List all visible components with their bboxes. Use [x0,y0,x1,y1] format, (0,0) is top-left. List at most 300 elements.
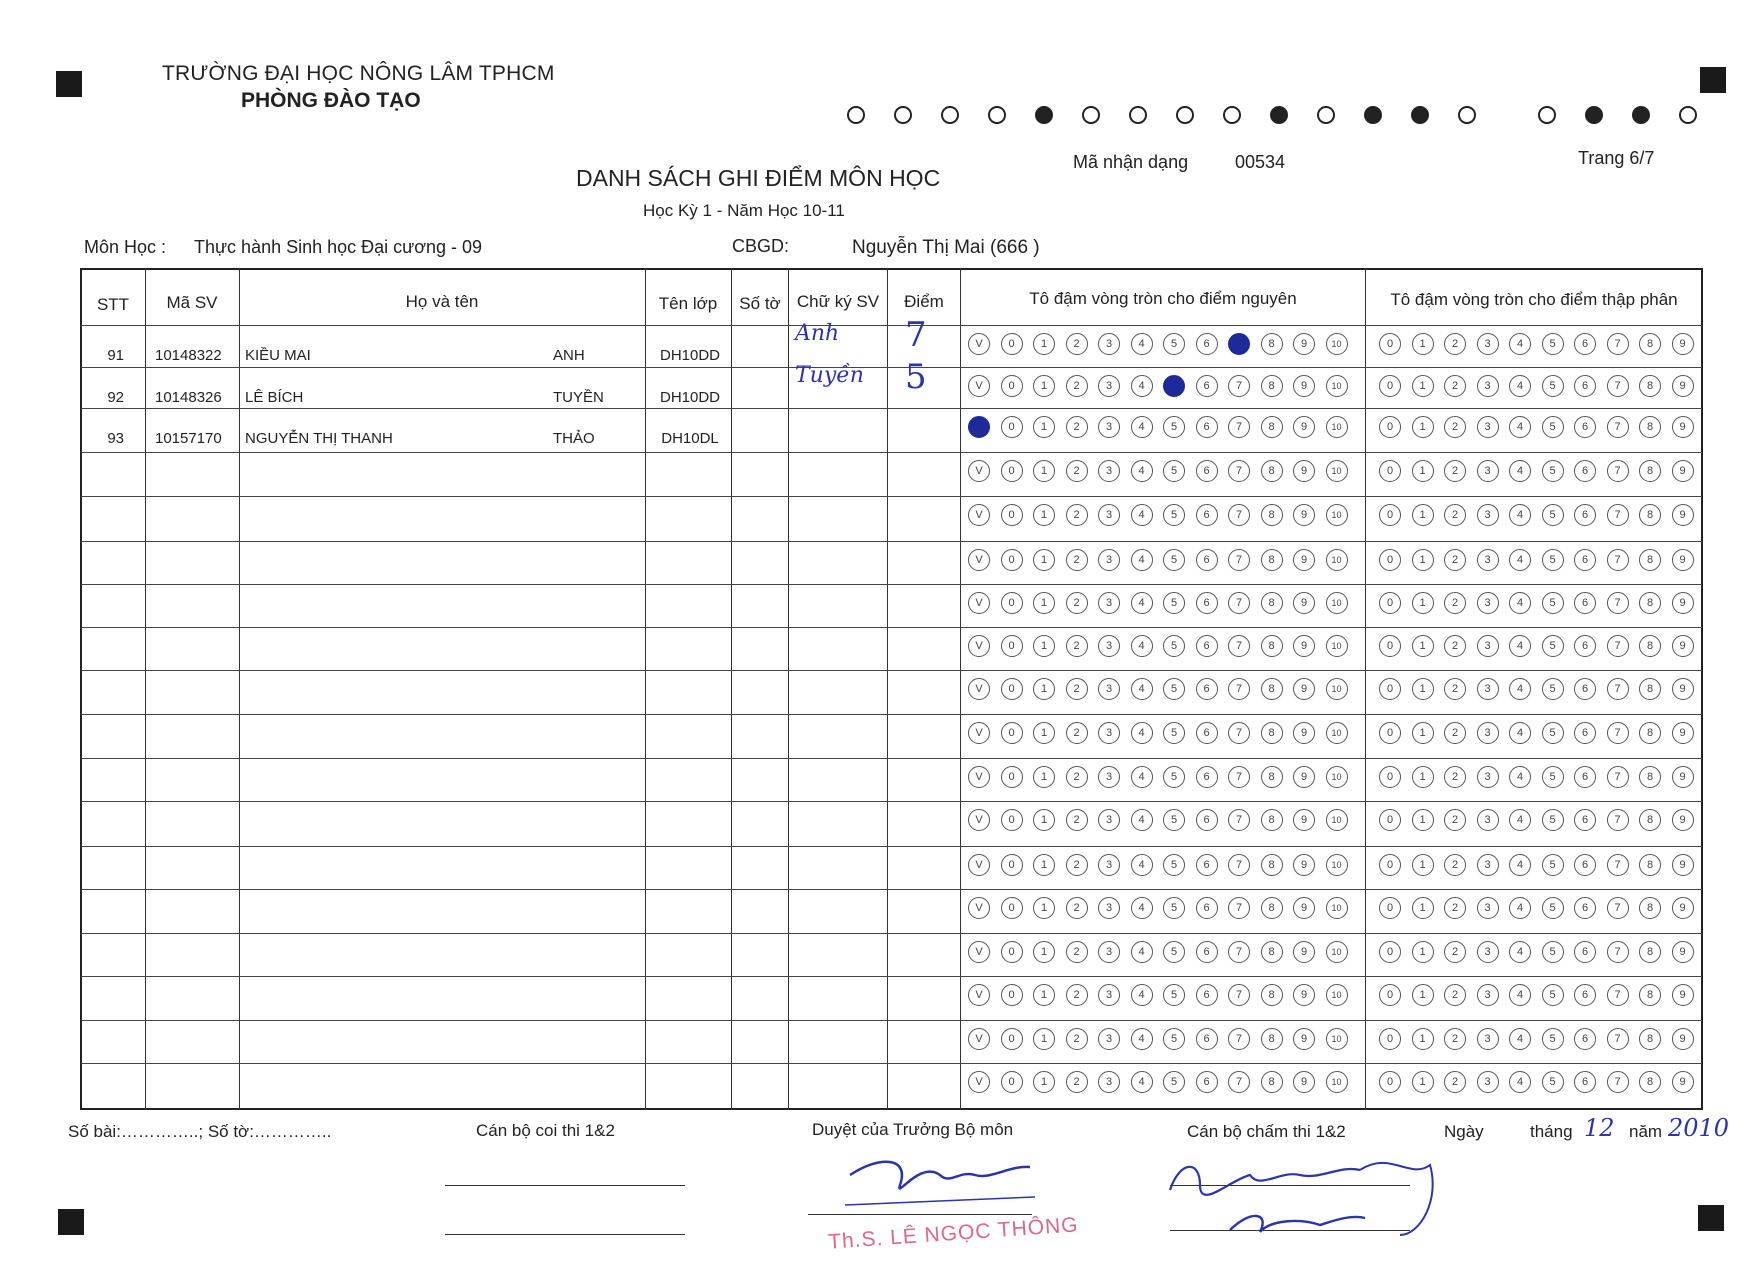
integer-bubble-6[interactable]: 6 [1196,984,1218,1006]
integer-bubble-1[interactable]: 1 [1033,1071,1055,1093]
integer-bubble-4[interactable]: 4 [1131,416,1153,438]
decimal-bubble-1[interactable]: 1 [1412,375,1434,397]
decimal-bubble-3[interactable]: 3 [1477,722,1499,744]
integer-bubble-8[interactable]: 8 [1261,416,1283,438]
decimal-bubble-1[interactable]: 1 [1412,460,1434,482]
integer-bubble-V[interactable]: V [968,333,990,355]
integer-bubble-1[interactable]: 1 [1033,549,1055,571]
integer-bubble-1[interactable]: 1 [1033,1028,1055,1050]
integer-bubble-0[interactable]: 0 [1001,984,1023,1006]
integer-bubble-10[interactable]: 10 [1326,809,1348,831]
integer-bubble-8[interactable]: 8 [1261,678,1283,700]
integer-bubble-4[interactable]: 4 [1131,897,1153,919]
integer-bubble-1[interactable]: 1 [1033,678,1055,700]
integer-bubble-5[interactable]: 5 [1163,941,1185,963]
integer-bubble-0[interactable]: 0 [1001,549,1023,571]
integer-bubble-V[interactable]: V [968,592,990,614]
decimal-bubble-8[interactable]: 8 [1639,941,1661,963]
integer-bubble-6[interactable]: 6 [1196,941,1218,963]
decimal-bubble-4[interactable]: 4 [1509,1028,1531,1050]
decimal-bubble-9[interactable]: 9 [1672,941,1694,963]
integer-bubble-5[interactable]: 5 [1163,1028,1185,1050]
integer-bubble-7[interactable]: 7 [1228,549,1250,571]
decimal-bubble-9[interactable]: 9 [1672,333,1694,355]
integer-bubble-8[interactable]: 8 [1261,766,1283,788]
decimal-bubble-5[interactable]: 5 [1542,766,1564,788]
integer-bubble-5[interactable]: 5 [1163,460,1185,482]
decimal-bubble-6[interactable]: 6 [1574,416,1596,438]
decimal-bubble-8[interactable]: 8 [1639,460,1661,482]
integer-bubble-0[interactable]: 0 [1001,854,1023,876]
decimal-bubble-7[interactable]: 7 [1607,416,1629,438]
decimal-bubble-3[interactable]: 3 [1477,897,1499,919]
integer-bubble-0[interactable]: 0 [1001,635,1023,657]
integer-bubble-3[interactable]: 3 [1098,375,1120,397]
integer-bubble-9[interactable]: 9 [1293,854,1315,876]
decimal-bubble-2[interactable]: 2 [1444,766,1466,788]
decimal-bubble-4[interactable]: 4 [1509,722,1531,744]
integer-bubble-7[interactable]: 7 [1228,678,1250,700]
decimal-bubble-1[interactable]: 1 [1412,549,1434,571]
decimal-bubble-6[interactable]: 6 [1574,897,1596,919]
decimal-bubble-2[interactable]: 2 [1444,854,1466,876]
integer-bubble-8[interactable]: 8 [1261,333,1283,355]
decimal-bubble-5[interactable]: 5 [1542,375,1564,397]
integer-bubble-5[interactable]: 5 [1163,854,1185,876]
decimal-bubble-0[interactable]: 0 [1379,416,1401,438]
integer-bubble-10[interactable]: 10 [1326,460,1348,482]
integer-bubble-10[interactable]: 10 [1326,549,1348,571]
decimal-bubble-8[interactable]: 8 [1639,333,1661,355]
decimal-bubble-3[interactable]: 3 [1477,1028,1499,1050]
integer-bubble-8[interactable]: 8 [1261,1028,1283,1050]
decimal-bubble-4[interactable]: 4 [1509,678,1531,700]
integer-bubble-7[interactable]: 7 [1228,809,1250,831]
decimal-bubble-1[interactable]: 1 [1412,722,1434,744]
decimal-bubble-5[interactable]: 5 [1542,941,1564,963]
integer-bubble-3[interactable]: 3 [1098,722,1120,744]
integer-bubble-6[interactable]: 6 [1196,592,1218,614]
integer-bubble-3[interactable]: 3 [1098,984,1120,1006]
decimal-bubble-0[interactable]: 0 [1379,897,1401,919]
decimal-bubble-8[interactable]: 8 [1639,549,1661,571]
decimal-bubble-8[interactable]: 8 [1639,854,1661,876]
decimal-bubble-2[interactable]: 2 [1444,416,1466,438]
decimal-bubble-0[interactable]: 0 [1379,722,1401,744]
decimal-bubble-1[interactable]: 1 [1412,1028,1434,1050]
decimal-bubble-0[interactable]: 0 [1379,549,1401,571]
integer-bubble-0[interactable]: 0 [1001,504,1023,526]
integer-bubble-8[interactable]: 8 [1261,549,1283,571]
integer-bubble-5[interactable]: 5 [1163,984,1185,1006]
integer-bubble-1[interactable]: 1 [1033,941,1055,963]
integer-bubble-1[interactable]: 1 [1033,635,1055,657]
decimal-bubble-8[interactable]: 8 [1639,1071,1661,1093]
decimal-bubble-4[interactable]: 4 [1509,1071,1531,1093]
integer-bubble-7[interactable]: 7 [1228,592,1250,614]
integer-bubble-V[interactable]: V [968,549,990,571]
integer-bubble-0[interactable]: 0 [1001,722,1023,744]
integer-bubble-V[interactable]: V [968,504,990,526]
decimal-bubble-1[interactable]: 1 [1412,984,1434,1006]
decimal-bubble-0[interactable]: 0 [1379,1071,1401,1093]
integer-bubble-10[interactable]: 10 [1326,1071,1348,1093]
integer-bubble-7[interactable]: 7 [1228,1071,1250,1093]
decimal-bubble-2[interactable]: 2 [1444,1028,1466,1050]
integer-bubble-10[interactable]: 10 [1326,592,1348,614]
integer-bubble-V[interactable]: V [968,809,990,831]
decimal-bubble-6[interactable]: 6 [1574,854,1596,876]
integer-bubble-V[interactable]: V [968,460,990,482]
decimal-bubble-0[interactable]: 0 [1379,1028,1401,1050]
decimal-bubble-5[interactable]: 5 [1542,984,1564,1006]
decimal-bubble-9[interactable]: 9 [1672,375,1694,397]
decimal-bubble-1[interactable]: 1 [1412,678,1434,700]
decimal-bubble-7[interactable]: 7 [1607,375,1629,397]
integer-bubble-2[interactable]: 2 [1066,592,1088,614]
integer-bubble-5[interactable]: 5 [1163,897,1185,919]
integer-bubble-3[interactable]: 3 [1098,809,1120,831]
integer-bubble-V[interactable]: V [968,766,990,788]
integer-bubble-9[interactable]: 9 [1293,592,1315,614]
integer-bubble-5[interactable]: 5 [1163,809,1185,831]
integer-bubble-10[interactable]: 10 [1326,678,1348,700]
integer-bubble-6[interactable]: 6 [1196,460,1218,482]
decimal-bubble-6[interactable]: 6 [1574,1028,1596,1050]
decimal-bubble-0[interactable]: 0 [1379,854,1401,876]
integer-bubble-2[interactable]: 2 [1066,549,1088,571]
decimal-bubble-7[interactable]: 7 [1607,854,1629,876]
integer-bubble-1[interactable]: 1 [1033,592,1055,614]
decimal-bubble-5[interactable]: 5 [1542,333,1564,355]
integer-bubble-9[interactable]: 9 [1293,375,1315,397]
integer-bubble-V[interactable]: V [968,416,990,438]
integer-bubble-0[interactable]: 0 [1001,678,1023,700]
integer-bubble-3[interactable]: 3 [1098,549,1120,571]
decimal-bubble-6[interactable]: 6 [1574,1071,1596,1093]
decimal-bubble-7[interactable]: 7 [1607,941,1629,963]
decimal-bubble-7[interactable]: 7 [1607,592,1629,614]
decimal-bubble-3[interactable]: 3 [1477,592,1499,614]
decimal-bubble-6[interactable]: 6 [1574,333,1596,355]
decimal-bubble-1[interactable]: 1 [1412,766,1434,788]
integer-bubble-8[interactable]: 8 [1261,504,1283,526]
integer-bubble-V[interactable]: V [968,635,990,657]
integer-bubble-2[interactable]: 2 [1066,984,1088,1006]
decimal-bubble-4[interactable]: 4 [1509,854,1531,876]
integer-bubble-8[interactable]: 8 [1261,635,1283,657]
decimal-bubble-2[interactable]: 2 [1444,592,1466,614]
decimal-bubble-2[interactable]: 2 [1444,375,1466,397]
decimal-bubble-7[interactable]: 7 [1607,1028,1629,1050]
integer-bubble-8[interactable]: 8 [1261,897,1283,919]
decimal-bubble-8[interactable]: 8 [1639,635,1661,657]
decimal-bubble-2[interactable]: 2 [1444,897,1466,919]
integer-bubble-7[interactable]: 7 [1228,766,1250,788]
integer-bubble-2[interactable]: 2 [1066,722,1088,744]
integer-bubble-2[interactable]: 2 [1066,504,1088,526]
integer-bubble-10[interactable]: 10 [1326,766,1348,788]
integer-bubble-4[interactable]: 4 [1131,333,1153,355]
integer-bubble-1[interactable]: 1 [1033,460,1055,482]
integer-bubble-1[interactable]: 1 [1033,809,1055,831]
decimal-bubble-9[interactable]: 9 [1672,722,1694,744]
integer-bubble-7[interactable]: 7 [1228,984,1250,1006]
decimal-bubble-3[interactable]: 3 [1477,549,1499,571]
decimal-bubble-6[interactable]: 6 [1574,504,1596,526]
decimal-bubble-6[interactable]: 6 [1574,678,1596,700]
integer-bubble-2[interactable]: 2 [1066,635,1088,657]
integer-bubble-5[interactable]: 5 [1163,416,1185,438]
decimal-bubble-4[interactable]: 4 [1509,460,1531,482]
decimal-bubble-0[interactable]: 0 [1379,504,1401,526]
decimal-bubble-6[interactable]: 6 [1574,549,1596,571]
integer-bubble-9[interactable]: 9 [1293,722,1315,744]
decimal-bubble-0[interactable]: 0 [1379,941,1401,963]
decimal-bubble-9[interactable]: 9 [1672,549,1694,571]
integer-bubble-3[interactable]: 3 [1098,635,1120,657]
integer-bubble-10[interactable]: 10 [1326,722,1348,744]
integer-bubble-1[interactable]: 1 [1033,854,1055,876]
integer-bubble-1[interactable]: 1 [1033,416,1055,438]
decimal-bubble-4[interactable]: 4 [1509,984,1531,1006]
integer-bubble-9[interactable]: 9 [1293,1028,1315,1050]
integer-bubble-2[interactable]: 2 [1066,1028,1088,1050]
integer-bubble-0[interactable]: 0 [1001,1028,1023,1050]
integer-bubble-6[interactable]: 6 [1196,678,1218,700]
decimal-bubble-7[interactable]: 7 [1607,809,1629,831]
integer-bubble-8[interactable]: 8 [1261,722,1283,744]
integer-bubble-3[interactable]: 3 [1098,854,1120,876]
decimal-bubble-4[interactable]: 4 [1509,333,1531,355]
integer-bubble-0[interactable]: 0 [1001,460,1023,482]
decimal-bubble-8[interactable]: 8 [1639,504,1661,526]
decimal-bubble-9[interactable]: 9 [1672,460,1694,482]
integer-bubble-0[interactable]: 0 [1001,766,1023,788]
integer-bubble-7[interactable]: 7 [1228,897,1250,919]
integer-bubble-3[interactable]: 3 [1098,460,1120,482]
integer-bubble-6[interactable]: 6 [1196,1071,1218,1093]
integer-bubble-V[interactable]: V [968,722,990,744]
integer-bubble-5[interactable]: 5 [1163,375,1185,397]
integer-bubble-0[interactable]: 0 [1001,1071,1023,1093]
decimal-bubble-7[interactable]: 7 [1607,1071,1629,1093]
decimal-bubble-6[interactable]: 6 [1574,809,1596,831]
integer-bubble-V[interactable]: V [968,854,990,876]
integer-bubble-4[interactable]: 4 [1131,678,1153,700]
decimal-bubble-0[interactable]: 0 [1379,678,1401,700]
decimal-bubble-6[interactable]: 6 [1574,460,1596,482]
integer-bubble-10[interactable]: 10 [1326,984,1348,1006]
integer-bubble-8[interactable]: 8 [1261,1071,1283,1093]
integer-bubble-V[interactable]: V [968,678,990,700]
integer-bubble-5[interactable]: 5 [1163,722,1185,744]
decimal-bubble-7[interactable]: 7 [1607,549,1629,571]
decimal-bubble-4[interactable]: 4 [1509,635,1531,657]
decimal-bubble-9[interactable]: 9 [1672,1071,1694,1093]
decimal-bubble-5[interactable]: 5 [1542,678,1564,700]
decimal-bubble-8[interactable]: 8 [1639,766,1661,788]
integer-bubble-4[interactable]: 4 [1131,375,1153,397]
integer-bubble-0[interactable]: 0 [1001,809,1023,831]
integer-bubble-7[interactable]: 7 [1228,333,1250,355]
integer-bubble-10[interactable]: 10 [1326,941,1348,963]
decimal-bubble-4[interactable]: 4 [1509,766,1531,788]
decimal-bubble-8[interactable]: 8 [1639,722,1661,744]
integer-bubble-3[interactable]: 3 [1098,1071,1120,1093]
integer-bubble-9[interactable]: 9 [1293,678,1315,700]
decimal-bubble-9[interactable]: 9 [1672,766,1694,788]
decimal-bubble-1[interactable]: 1 [1412,809,1434,831]
integer-bubble-V[interactable]: V [968,984,990,1006]
integer-bubble-0[interactable]: 0 [1001,416,1023,438]
decimal-bubble-7[interactable]: 7 [1607,635,1629,657]
integer-bubble-4[interactable]: 4 [1131,504,1153,526]
decimal-bubble-9[interactable]: 9 [1672,635,1694,657]
decimal-bubble-4[interactable]: 4 [1509,897,1531,919]
decimal-bubble-0[interactable]: 0 [1379,809,1401,831]
decimal-bubble-7[interactable]: 7 [1607,722,1629,744]
decimal-bubble-1[interactable]: 1 [1412,1071,1434,1093]
decimal-bubble-3[interactable]: 3 [1477,984,1499,1006]
decimal-bubble-3[interactable]: 3 [1477,766,1499,788]
integer-bubble-4[interactable]: 4 [1131,809,1153,831]
decimal-bubble-3[interactable]: 3 [1477,854,1499,876]
decimal-bubble-9[interactable]: 9 [1672,678,1694,700]
integer-bubble-6[interactable]: 6 [1196,766,1218,788]
integer-bubble-10[interactable]: 10 [1326,897,1348,919]
integer-bubble-2[interactable]: 2 [1066,333,1088,355]
decimal-bubble-2[interactable]: 2 [1444,941,1466,963]
integer-bubble-7[interactable]: 7 [1228,722,1250,744]
decimal-bubble-4[interactable]: 4 [1509,592,1531,614]
integer-bubble-V[interactable]: V [968,897,990,919]
integer-bubble-9[interactable]: 9 [1293,941,1315,963]
integer-bubble-9[interactable]: 9 [1293,809,1315,831]
decimal-bubble-9[interactable]: 9 [1672,1028,1694,1050]
integer-bubble-6[interactable]: 6 [1196,504,1218,526]
integer-bubble-8[interactable]: 8 [1261,854,1283,876]
decimal-bubble-8[interactable]: 8 [1639,984,1661,1006]
decimal-bubble-9[interactable]: 9 [1672,416,1694,438]
decimal-bubble-0[interactable]: 0 [1379,635,1401,657]
decimal-bubble-6[interactable]: 6 [1574,984,1596,1006]
decimal-bubble-8[interactable]: 8 [1639,1028,1661,1050]
integer-bubble-3[interactable]: 3 [1098,592,1120,614]
decimal-bubble-5[interactable]: 5 [1542,1028,1564,1050]
decimal-bubble-1[interactable]: 1 [1412,333,1434,355]
integer-bubble-0[interactable]: 0 [1001,333,1023,355]
integer-bubble-5[interactable]: 5 [1163,678,1185,700]
integer-bubble-6[interactable]: 6 [1196,375,1218,397]
decimal-bubble-2[interactable]: 2 [1444,460,1466,482]
decimal-bubble-4[interactable]: 4 [1509,375,1531,397]
decimal-bubble-3[interactable]: 3 [1477,416,1499,438]
decimal-bubble-6[interactable]: 6 [1574,375,1596,397]
decimal-bubble-2[interactable]: 2 [1444,635,1466,657]
decimal-bubble-7[interactable]: 7 [1607,984,1629,1006]
integer-bubble-5[interactable]: 5 [1163,635,1185,657]
decimal-bubble-0[interactable]: 0 [1379,766,1401,788]
integer-bubble-0[interactable]: 0 [1001,375,1023,397]
integer-bubble-3[interactable]: 3 [1098,333,1120,355]
decimal-bubble-2[interactable]: 2 [1444,984,1466,1006]
decimal-bubble-9[interactable]: 9 [1672,897,1694,919]
decimal-bubble-7[interactable]: 7 [1607,766,1629,788]
decimal-bubble-8[interactable]: 8 [1639,897,1661,919]
decimal-bubble-2[interactable]: 2 [1444,504,1466,526]
decimal-bubble-2[interactable]: 2 [1444,333,1466,355]
integer-bubble-7[interactable]: 7 [1228,416,1250,438]
integer-bubble-9[interactable]: 9 [1293,635,1315,657]
integer-bubble-0[interactable]: 0 [1001,941,1023,963]
integer-bubble-5[interactable]: 5 [1163,766,1185,788]
integer-bubble-2[interactable]: 2 [1066,809,1088,831]
decimal-bubble-6[interactable]: 6 [1574,592,1596,614]
integer-bubble-9[interactable]: 9 [1293,460,1315,482]
integer-bubble-10[interactable]: 10 [1326,1028,1348,1050]
decimal-bubble-5[interactable]: 5 [1542,854,1564,876]
integer-bubble-10[interactable]: 10 [1326,375,1348,397]
integer-bubble-8[interactable]: 8 [1261,592,1283,614]
decimal-bubble-8[interactable]: 8 [1639,416,1661,438]
integer-bubble-9[interactable]: 9 [1293,897,1315,919]
decimal-bubble-1[interactable]: 1 [1412,897,1434,919]
decimal-bubble-9[interactable]: 9 [1672,984,1694,1006]
integer-bubble-9[interactable]: 9 [1293,984,1315,1006]
decimal-bubble-3[interactable]: 3 [1477,678,1499,700]
decimal-bubble-1[interactable]: 1 [1412,592,1434,614]
integer-bubble-7[interactable]: 7 [1228,460,1250,482]
decimal-bubble-8[interactable]: 8 [1639,592,1661,614]
integer-bubble-4[interactable]: 4 [1131,941,1153,963]
decimal-bubble-0[interactable]: 0 [1379,592,1401,614]
integer-bubble-0[interactable]: 0 [1001,592,1023,614]
decimal-bubble-5[interactable]: 5 [1542,722,1564,744]
integer-bubble-4[interactable]: 4 [1131,854,1153,876]
decimal-bubble-2[interactable]: 2 [1444,678,1466,700]
integer-bubble-7[interactable]: 7 [1228,941,1250,963]
integer-bubble-4[interactable]: 4 [1131,1071,1153,1093]
integer-bubble-0[interactable]: 0 [1001,897,1023,919]
decimal-bubble-5[interactable]: 5 [1542,1071,1564,1093]
integer-bubble-8[interactable]: 8 [1261,941,1283,963]
integer-bubble-2[interactable]: 2 [1066,416,1088,438]
integer-bubble-6[interactable]: 6 [1196,722,1218,744]
integer-bubble-1[interactable]: 1 [1033,897,1055,919]
decimal-bubble-2[interactable]: 2 [1444,1071,1466,1093]
decimal-bubble-5[interactable]: 5 [1542,897,1564,919]
integer-bubble-2[interactable]: 2 [1066,897,1088,919]
integer-bubble-2[interactable]: 2 [1066,854,1088,876]
integer-bubble-2[interactable]: 2 [1066,766,1088,788]
integer-bubble-3[interactable]: 3 [1098,1028,1120,1050]
decimal-bubble-3[interactable]: 3 [1477,941,1499,963]
decimal-bubble-1[interactable]: 1 [1412,416,1434,438]
decimal-bubble-1[interactable]: 1 [1412,854,1434,876]
integer-bubble-7[interactable]: 7 [1228,635,1250,657]
integer-bubble-8[interactable]: 8 [1261,984,1283,1006]
integer-bubble-4[interactable]: 4 [1131,549,1153,571]
integer-bubble-10[interactable]: 10 [1326,635,1348,657]
integer-bubble-10[interactable]: 10 [1326,333,1348,355]
integer-bubble-10[interactable]: 10 [1326,416,1348,438]
decimal-bubble-1[interactable]: 1 [1412,504,1434,526]
integer-bubble-6[interactable]: 6 [1196,549,1218,571]
decimal-bubble-0[interactable]: 0 [1379,375,1401,397]
integer-bubble-7[interactable]: 7 [1228,375,1250,397]
integer-bubble-9[interactable]: 9 [1293,1071,1315,1093]
